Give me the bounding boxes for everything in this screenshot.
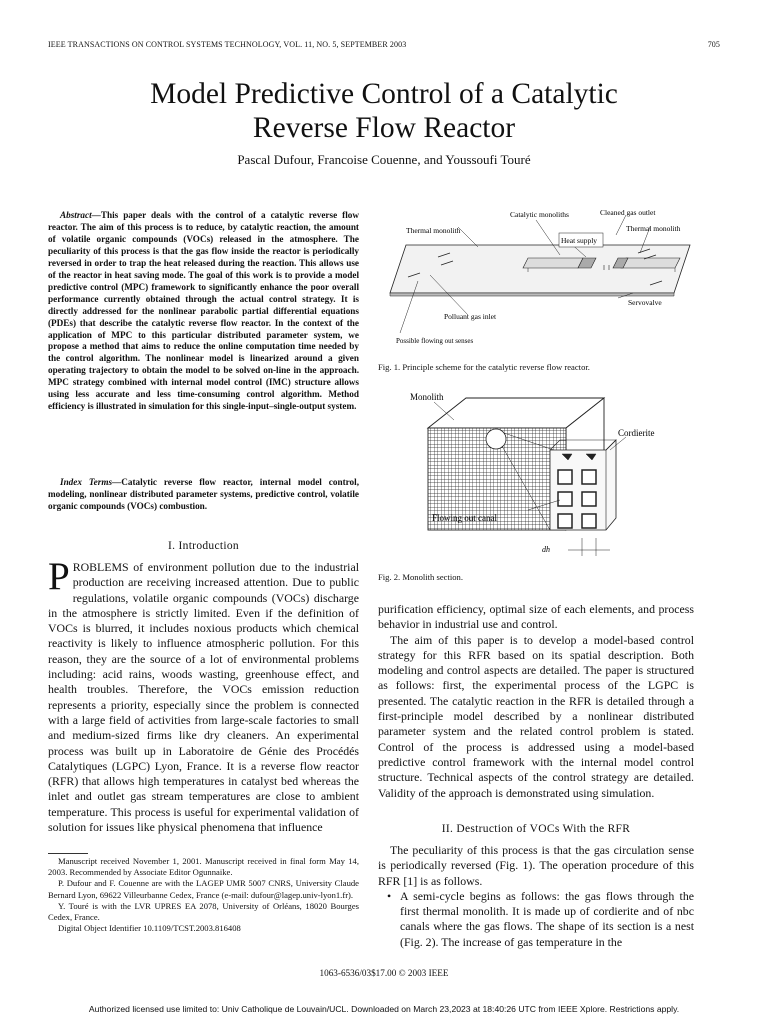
label-possible-flowing: Possible flowing out senses <box>396 337 474 345</box>
right-column-text <box>378 602 694 801</box>
label-thermal-monolith-right: Thermal monolith <box>626 224 681 233</box>
label-servovalve: Servovalve <box>628 298 662 307</box>
license-notice: Authorized licensed use limited to: Univ Catholique de Louvain/UCL. Downloaded on March 23,2023 at 18:40:26 UTC from IEEE Xplore. Restrictions apply. <box>88 1004 680 1014</box>
paragraph-aim: The aim of this paper is to develop a model-based control strategy for this RFR based on its spatial description. Both modeling and control aspects are detailed. The paper is structured as follows: first, the experimental process of the LGPC is presented. The catalytic reaction in the RFR is detailed through a first-principle model described by a nonlinear distributed parameter system and the related control problem is stated. Control of the process is addressed using a model-based predictive control framework with the internal model control structure. Technical aspects of the control strategy are detailed. Validity of the approach is demonstrated using simulation. <box>378 632 694 800</box>
footnote-doi: Digital Object Identifier 10.1109/TCST.2003.816408 <box>58 923 241 934</box>
figure-1-caption: Fig. 1. Principle scheme for the catalytic reverse flow reactor. <box>378 362 590 372</box>
canal-cell <box>558 514 572 528</box>
abstract-label: Abstract— <box>60 210 101 220</box>
abstract-text: This paper deals with the control of a catalytic reverse flow reactor. The aim of this process is to reduce, by catalytic reaction, the amount of volatile organic compounds (VOCs) released in the atmosphere. The peculiarity of this process is that the gas flow inside the reactor is periodically reversed in order to trap the heat released during the reaction. This allows use of the reactor in heat saving mode. The goal of this work is to provide a model predictive control (MPC) framework to significantly enhance the poor overall performance currently obtained through the actual control strategy. It is directly addressed for the nonlinear parabolic partial differential equations (PDEs) that describe the catalytic reverse flow reactor. In the context of the application of MPC to this particular distributed parameter system, we propose a method that aims to reduce the online computation time needed by the control algorithm. The nonlinear model is linearized around a given operating trajectory to obtain the model to be solved on-line in the approach. MPC strategy combined with internal model control (IMC) structure allows using less accurate and less time-consuming control algorithm. Method efficiency is illustrated in simulation for this single-input–single-output system. <box>48 210 359 412</box>
figure-2 <box>378 388 694 566</box>
footnote-affiliation-2: Y. Touré is with the LVR UPRES EA 2078, University of Orléans, 18020 Bourges Cedex, France. <box>48 900 359 923</box>
index-terms-label: Index Terms— <box>60 477 122 487</box>
title-line-1: Model Predictive Control of a Catalytic <box>150 78 618 110</box>
author-list: Pascal Dufour, Francoise Couenne, and Youssoufi Touré <box>237 152 531 167</box>
footnotes <box>48 856 359 934</box>
paper-title <box>60 77 708 145</box>
introduction-text: ROBLEMS of environment pollution due to the industrial production are receiving increased attention. Due to public regulations, volatile organic compounds (VOCs) discharge in the atmosphere is strictly limited. Even if the definition of VOCs is blurred, it includes noxious products which chemical reactivity is likely to influence atmospheric pollution. For this reason, they are the source of a lot of environmental problems including: acid rains, woods wasting, greenhouse effect, and health troubles. Therefore, the VOCs emission reduction represents a priority, especially since the problem is connected with a large field of activities from large-scale factories to small and medium-sized firms like dry cleaners. An experimental process was built up in Laboratoire de Génie des Procédés Catalytiques (LGPC) Lyon, France. It is a reverse flow reactor (RFR) that allows high temperatures in catalyst bed whereas the inlet and outlet gas stream temperatures are close to ambient temperature. This process is useful for experimental validation of solution for issues like physical phenomena that influence <box>48 560 359 835</box>
title-line-2: Reverse Flow Reactor <box>252 112 516 144</box>
paragraph-continued: purification efficiency, optimal size of each elements, and process behavior in industrial use and control. <box>378 602 694 632</box>
canal-cell <box>582 470 596 484</box>
section-heading-introduction: I. Introduction <box>168 540 239 552</box>
footnote-affiliation-1: P. Dufour and F. Couenne are with the LAGEP UMR 5007 CNRS, University Claude Bernard Lyon, 69622 Villeurbanne Cedex, France (e-mail: dufour@lagep.univ-lyon1.fr). <box>48 878 359 900</box>
bullet-text: A semi-cycle begins as follows: the gas flows through the first thermal monolith. It is made up of cordierite and of nbc canals where the gas flows. The shape of its section is a nest (Fig. 2). The increase of gas temperature in the <box>400 888 694 949</box>
journal-name: IEEE TRANSACTIONS ON CONTROL SYSTEMS TECHNOLOGY, VOL. 11, NO. 5, SEPTEMBER 2003 <box>48 40 407 49</box>
introduction-paragraph <box>48 555 359 835</box>
running-header <box>48 40 720 52</box>
label-dh: dh <box>542 545 550 554</box>
reactor-plate <box>390 245 690 293</box>
label-cordierite: Cordierite <box>618 428 655 438</box>
drop-cap: P <box>48 555 70 598</box>
page-number: 705 <box>707 40 720 49</box>
figure-1 <box>378 205 694 355</box>
catalytic-monolith-right <box>621 258 680 268</box>
figure-2-caption: Fig. 2. Monolith section. <box>378 572 463 582</box>
catalytic-monolith-left <box>523 258 583 268</box>
label-flowing-out-canal: Flowing out canal <box>432 513 497 523</box>
paragraph-peculiarity: The peculiarity of this process is that the gas circulation sense is periodically reversed (Fig. 1). The operation procedure of this RFR [1] is as follows. <box>378 843 694 888</box>
canal-cell <box>558 470 572 484</box>
index-terms-text: Catalytic reverse flow reactor, internal model control, modeling, nonlinear distributed parameter systems, predictive control, volatile organic compounds (VOCs) combustion. <box>48 477 359 511</box>
bullet-item <box>378 889 694 950</box>
section-2-text <box>378 843 694 950</box>
copyright-line: 1063-6536/03$17.00 © 2003 IEEE <box>319 968 449 978</box>
label-heat-supply: Heat supply <box>561 236 598 245</box>
canal-cell <box>558 492 572 506</box>
footnote-rule <box>48 853 88 854</box>
label-monolith: Monolith <box>410 392 444 402</box>
canal-cell <box>582 514 596 528</box>
reactor-scheme-diagram <box>378 205 694 355</box>
canal-cell <box>582 492 596 506</box>
label-catalytic-monoliths: Catalytic monoliths <box>510 210 569 219</box>
abstract <box>48 210 359 413</box>
index-terms <box>48 477 359 513</box>
label-polluant-gas-inlet: Polluant gas inlet <box>444 312 497 321</box>
label-cleaned-gas-outlet: Cleaned gas outlet <box>600 208 656 217</box>
bullet-dot: • <box>387 888 392 903</box>
monolith-section-diagram <box>378 388 694 566</box>
footnote-manuscript: Manuscript received November 1, 2001. Manuscript received in final form May 14, 2003. Recommended by Associate Editor Ogunnaike. <box>48 856 359 878</box>
label-thermal-monolith-left: Thermal monolith <box>406 226 461 235</box>
section-heading-destruction: II. Destruction of VOCs With the RFR <box>441 823 631 835</box>
zoom-circle <box>486 429 506 449</box>
